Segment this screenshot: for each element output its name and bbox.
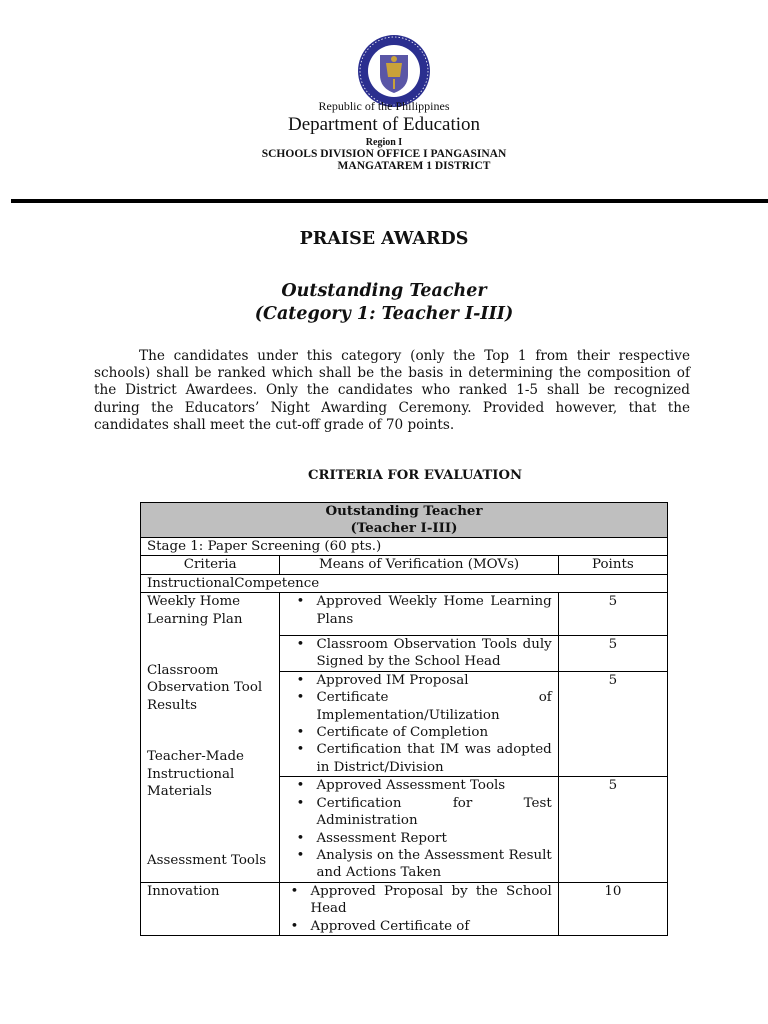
- col-movs: Means of Verification (MOVs): [280, 556, 558, 574]
- mov-item: • Certificate of Implementation/Utilization: [316, 689, 551, 724]
- points-cell: 5: [558, 671, 667, 776]
- stage-cell: Stage 1: Paper Screening (60 pts.): [141, 538, 668, 556]
- movs-list: [286, 777, 551, 881]
- points-cell: 5: [558, 593, 667, 636]
- movs-list: [286, 593, 551, 628]
- section-row: [141, 574, 668, 592]
- movs-cell: [280, 593, 558, 636]
- column-header-row: [141, 556, 668, 574]
- award-subtitle-line2: (Category 1: Teacher I-III): [254, 304, 514, 324]
- movs-cell: [280, 671, 558, 776]
- mov-item: • Approved Certificate of: [310, 918, 551, 935]
- movs-list: [286, 672, 551, 776]
- table-header-line2: (Teacher I-III): [350, 520, 458, 536]
- mov-item: • Approved IM Proposal: [316, 672, 551, 689]
- movs-list: [286, 883, 551, 935]
- republic-line: Republic of the Philippines: [318, 99, 450, 113]
- department-name: Department of Education: [287, 114, 481, 135]
- award-subtitle: [0, 280, 768, 326]
- table-header-row: [141, 503, 668, 538]
- criteria-heading: CRITERIA FOR EVALUATION: [307, 468, 522, 483]
- stage-row: [141, 538, 668, 556]
- movs-cell: [280, 882, 558, 935]
- criteria-whlp: Weekly Home Learning Plan: [147, 594, 243, 627]
- evaluation-table: [140, 502, 668, 936]
- header-divider: [11, 199, 768, 203]
- points-cell: 5: [558, 777, 667, 882]
- mov-item: • Certification for Test Administration: [316, 795, 551, 830]
- table-row: [141, 882, 668, 935]
- col-criteria: Criteria: [141, 556, 280, 574]
- mov-item: • Assessment Report: [316, 830, 551, 847]
- award-subtitle-line1: Outstanding Teacher: [281, 281, 487, 301]
- mov-item: • Analysis on the Assessment Result and Actions Taken: [316, 847, 551, 882]
- movs-cell: [280, 636, 558, 672]
- table-header-line1: Outstanding Teacher: [325, 503, 483, 519]
- mov-item: • Approved Proposal by the School Head: [310, 883, 551, 918]
- movs-cell: [280, 777, 558, 882]
- points-cell: 10: [558, 882, 667, 935]
- points-cell: 5: [558, 636, 667, 672]
- region-line: Region I: [365, 137, 403, 148]
- criteria-cell-merged: [141, 593, 280, 883]
- deped-seal-logo: [356, 33, 432, 109]
- movs-list: [286, 636, 551, 671]
- district-line: MANGATAREM 1 DISTRICT: [337, 160, 491, 172]
- mov-item: • Approved Assessment Tools: [316, 777, 551, 794]
- table-header-cell: [141, 503, 668, 538]
- intro-paragraph: The candidates under this category (only the Top 1 from their respective schools) shall be ranked which shall be the basis in determining the composition of the District Awardees. Only the candidates who ranked 1-5 shall be recognized during the Educators’ Night Awarding Ceremony. Provided however, that the candidates shall meet the cut-off grade of 70 points.: [94, 348, 690, 433]
- mov-item: • Approved Weekly Home Learning Plans: [316, 593, 551, 628]
- mov-item: • Certificate of Completion: [316, 724, 551, 741]
- table-row: [141, 593, 668, 636]
- mov-item: • Certification that IM was adopted in District/Division: [316, 741, 551, 776]
- col-points: Points: [558, 556, 667, 574]
- division-line: SCHOOLS DIVISION OFFICE I PANGASINAN: [261, 148, 507, 160]
- mov-item: • Classroom Observation Tools duly Signed by the School Head: [316, 636, 551, 671]
- page-title: PRAISE AWARDS: [299, 229, 469, 249]
- criteria-assessment-tools: Assessment Tools: [147, 853, 267, 869]
- criteria-teacher-made-materials: Teacher-Made Instructional Materials: [147, 749, 244, 800]
- section-cell: InstructionalCompetence: [141, 574, 668, 592]
- criteria-classroom-observation: Classroom Observation Tool Results: [147, 663, 263, 713]
- criteria-innovation: Innovation: [141, 882, 280, 935]
